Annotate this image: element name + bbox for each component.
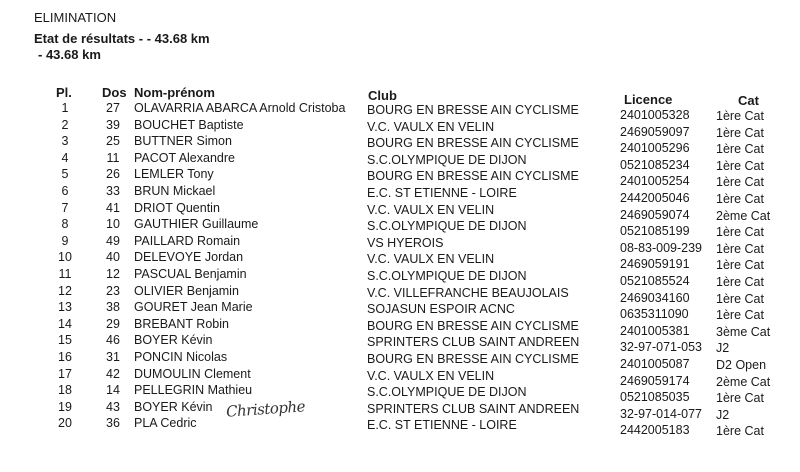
licence-number: 2469059097 — [620, 124, 690, 139]
category: 2ème Cat — [716, 208, 771, 223]
licence-number: 32-97-014-077 — [620, 406, 703, 421]
place: 7 — [61, 200, 69, 215]
rider-name: PELLEGRIN Mathieu — [134, 383, 253, 398]
licence-number: 0521085199 — [620, 224, 690, 239]
club-name: SPRINTERS CLUB SAINT ANDREEN — [367, 335, 580, 350]
club-name: V.C. VAULX EN VELIN — [367, 202, 495, 217]
bib-number: 39 — [106, 117, 120, 132]
licence-number: 2469059074 — [620, 207, 690, 222]
bib-number: 38 — [106, 300, 120, 315]
licence-number: 2442005046 — [620, 191, 690, 205]
licence-number: 0635311090 — [620, 307, 689, 322]
licence-number: 32-97-071-053 — [620, 340, 703, 355]
place: 20 — [58, 416, 72, 431]
club-name: V.C. VAULX EN VELIN — [367, 252, 495, 267]
club-name: VS HYEROIS — [367, 235, 444, 250]
category: 1ère Cat — [716, 225, 764, 240]
rider-name: DELEVOYE Jordan — [134, 250, 244, 265]
licence-number: 2401005087 — [620, 357, 690, 371]
club-name: BOURG EN BRESSE AIN CYCLISME — [367, 103, 579, 117]
club-name: SPRINTERS CLUB SAINT ANDREEN — [367, 401, 580, 416]
place: 15 — [58, 333, 72, 348]
rider-name: DUMOULIN Clement — [134, 366, 251, 381]
rider-name: PONCIN Nicolas — [134, 350, 228, 364]
place: 9 — [61, 233, 69, 248]
place: 6 — [61, 184, 69, 198]
place: 2 — [61, 117, 69, 132]
place: 1 — [61, 101, 69, 115]
table-row — [0, 316, 800, 339]
handwritten-annotation: Christophe — [225, 397, 306, 421]
document-title: ELIMINATION — [34, 10, 117, 25]
table-row — [0, 233, 800, 256]
club-name: S.C.OLYMPIQUE DE DIJON — [367, 219, 527, 234]
licence-number: 08-83-009-239 — [620, 240, 703, 255]
place: 4 — [61, 150, 69, 165]
licence-number: 0521085234 — [620, 157, 690, 172]
bib-number: 14 — [106, 383, 120, 398]
club-name: V.C. VAULX EN VELIN — [367, 119, 495, 134]
rider-name: DRIOT Quentin — [134, 200, 220, 215]
club-name: S.C.OLYMPIQUE DE DIJON — [367, 269, 527, 283]
table-row — [0, 117, 800, 140]
club-name: BOURG EN BRESSE AIN CYCLISME — [367, 318, 579, 333]
column-header-category: Cat — [738, 93, 759, 108]
table-row — [0, 366, 800, 389]
bib-number: 33 — [106, 184, 120, 198]
category: 3ème Cat — [716, 324, 771, 339]
bib-number: 27 — [106, 101, 120, 115]
rider-name: PASCUAL Benjamin — [134, 267, 247, 281]
licence-number: 2469059191 — [620, 257, 690, 272]
column-header-place: Pl. — [56, 85, 72, 100]
licence-number: 2401005296 — [620, 141, 690, 156]
club-name: SOJASUN ESPOIR ACNC — [367, 302, 515, 317]
club-name: S.C.OLYMPIQUE DE DIJON — [367, 152, 527, 167]
licence-number: 2469059174 — [620, 373, 690, 388]
category: 1ère Cat — [716, 241, 764, 256]
category: 1ère Cat — [716, 391, 764, 406]
place: 10 — [58, 250, 72, 265]
table-row — [0, 184, 800, 206]
rider-name: OLIVIER Benjamin — [134, 283, 239, 298]
column-header-club: Club — [368, 88, 397, 103]
bib-number: 46 — [106, 333, 120, 348]
bib-number: 12 — [106, 267, 120, 281]
rider-name: PACOT Alexandre — [134, 150, 235, 165]
rider-name: LEMLER Tony — [134, 167, 214, 182]
column-header-licence: Licence — [624, 92, 673, 107]
race-distance: - 43.68 km — [38, 47, 101, 62]
category: J2 — [716, 341, 730, 356]
place: 13 — [58, 300, 72, 315]
table-row — [0, 300, 800, 323]
bib-number: 23 — [106, 283, 120, 298]
club-name: E.C. ST ETIENNE - LOIRE — [367, 418, 517, 433]
category: 1ère Cat — [716, 109, 764, 123]
table-row — [0, 101, 800, 123]
bib-number: 36 — [106, 416, 120, 431]
bib-number: 43 — [106, 399, 120, 414]
category: 1ère Cat — [716, 142, 764, 157]
rider-name: PAILLARD Romain — [134, 233, 241, 248]
table-row — [0, 134, 800, 157]
place: 3 — [61, 134, 69, 149]
licence-number: 2401005254 — [620, 174, 690, 189]
rider-name: BREBANT Robin — [134, 316, 229, 331]
rider-name: GOURET Jean Marie — [134, 300, 253, 315]
club-name: S.C.OLYMPIQUE DE DIJON — [367, 385, 527, 400]
table-row — [0, 250, 800, 273]
results-subtitle: Etat de résultats - - 43.68 km — [34, 31, 210, 46]
licence-number: 2401005381 — [620, 323, 690, 338]
licence-number: 0521085035 — [620, 390, 690, 405]
table-row — [0, 167, 800, 190]
place: 12 — [58, 283, 72, 298]
table-row — [0, 150, 800, 173]
table-row — [0, 383, 800, 406]
category: 1ère Cat — [716, 275, 764, 289]
category: J2 — [716, 407, 730, 422]
place: 19 — [58, 399, 72, 414]
place: 5 — [61, 167, 69, 182]
rider-name: PLA Cedric — [134, 416, 197, 431]
place: 14 — [58, 316, 72, 331]
place: 11 — [58, 267, 72, 281]
bib-number: 25 — [106, 134, 120, 149]
category: 2ème Cat — [716, 374, 771, 389]
rider-name: BUTTNER Simon — [134, 134, 232, 149]
bib-number: 11 — [106, 150, 120, 165]
category: 1ère Cat — [716, 308, 764, 323]
bib-number: 10 — [106, 217, 120, 232]
category: 1ère Cat — [716, 125, 764, 140]
rider-name: BOYER Kévin — [134, 399, 213, 414]
place: 8 — [61, 217, 69, 232]
category: 1ère Cat — [716, 291, 764, 306]
rider-name: GAUTHIER Guillaume — [134, 217, 259, 232]
club-name: E.C. ST ETIENNE - LOIRE — [367, 186, 517, 200]
category: 1ère Cat — [716, 192, 764, 206]
category: 1ère Cat — [716, 158, 764, 173]
table-row — [0, 283, 800, 306]
bib-number: 41 — [106, 200, 120, 215]
rider-name: BOYER Kévin — [134, 333, 213, 348]
bib-number: 31 — [106, 350, 120, 364]
category: 1ère Cat — [716, 424, 764, 439]
bib-number: 26 — [106, 167, 120, 182]
table-row — [0, 333, 800, 356]
column-header-bib: Dos — [102, 85, 127, 100]
place: 17 — [58, 366, 72, 381]
club-name: BOURG EN BRESSE AIN CYCLISME — [367, 352, 579, 366]
category: D2 Open — [716, 358, 767, 372]
licence-number: 0521085524 — [620, 274, 690, 288]
rider-name: OLAVARRIA ABARCA Arnold Cristoba — [134, 101, 346, 115]
place: 18 — [58, 383, 72, 398]
table-row — [0, 350, 800, 372]
licence-number: 2469034160 — [620, 290, 690, 305]
table-row — [0, 399, 800, 422]
club-name: V.C. VILLEFRANCHE BEAUJOLAIS — [367, 285, 569, 300]
place: 16 — [58, 350, 72, 364]
category: 1ère Cat — [716, 175, 764, 190]
bib-number: 42 — [106, 366, 120, 381]
category: 1ère Cat — [716, 258, 764, 273]
bib-number: 29 — [106, 316, 120, 331]
bib-number: 40 — [106, 250, 120, 265]
bib-number: 49 — [106, 233, 120, 248]
club-name: BOURG EN BRESSE AIN CYCLISME — [367, 136, 579, 151]
table-row — [0, 267, 800, 289]
column-header-name: Nom-prénom — [134, 85, 215, 100]
table-row — [0, 416, 800, 439]
club-name: V.C. VAULX EN VELIN — [367, 368, 495, 383]
rider-name: BRUN Mickael — [134, 184, 216, 198]
licence-number: 2401005328 — [620, 108, 690, 122]
club-name: BOURG EN BRESSE AIN CYCLISME — [367, 169, 579, 184]
table-row — [0, 217, 800, 240]
table-row — [0, 200, 800, 223]
licence-number: 2442005183 — [620, 423, 690, 438]
rider-name: BOUCHET Baptiste — [134, 117, 244, 132]
